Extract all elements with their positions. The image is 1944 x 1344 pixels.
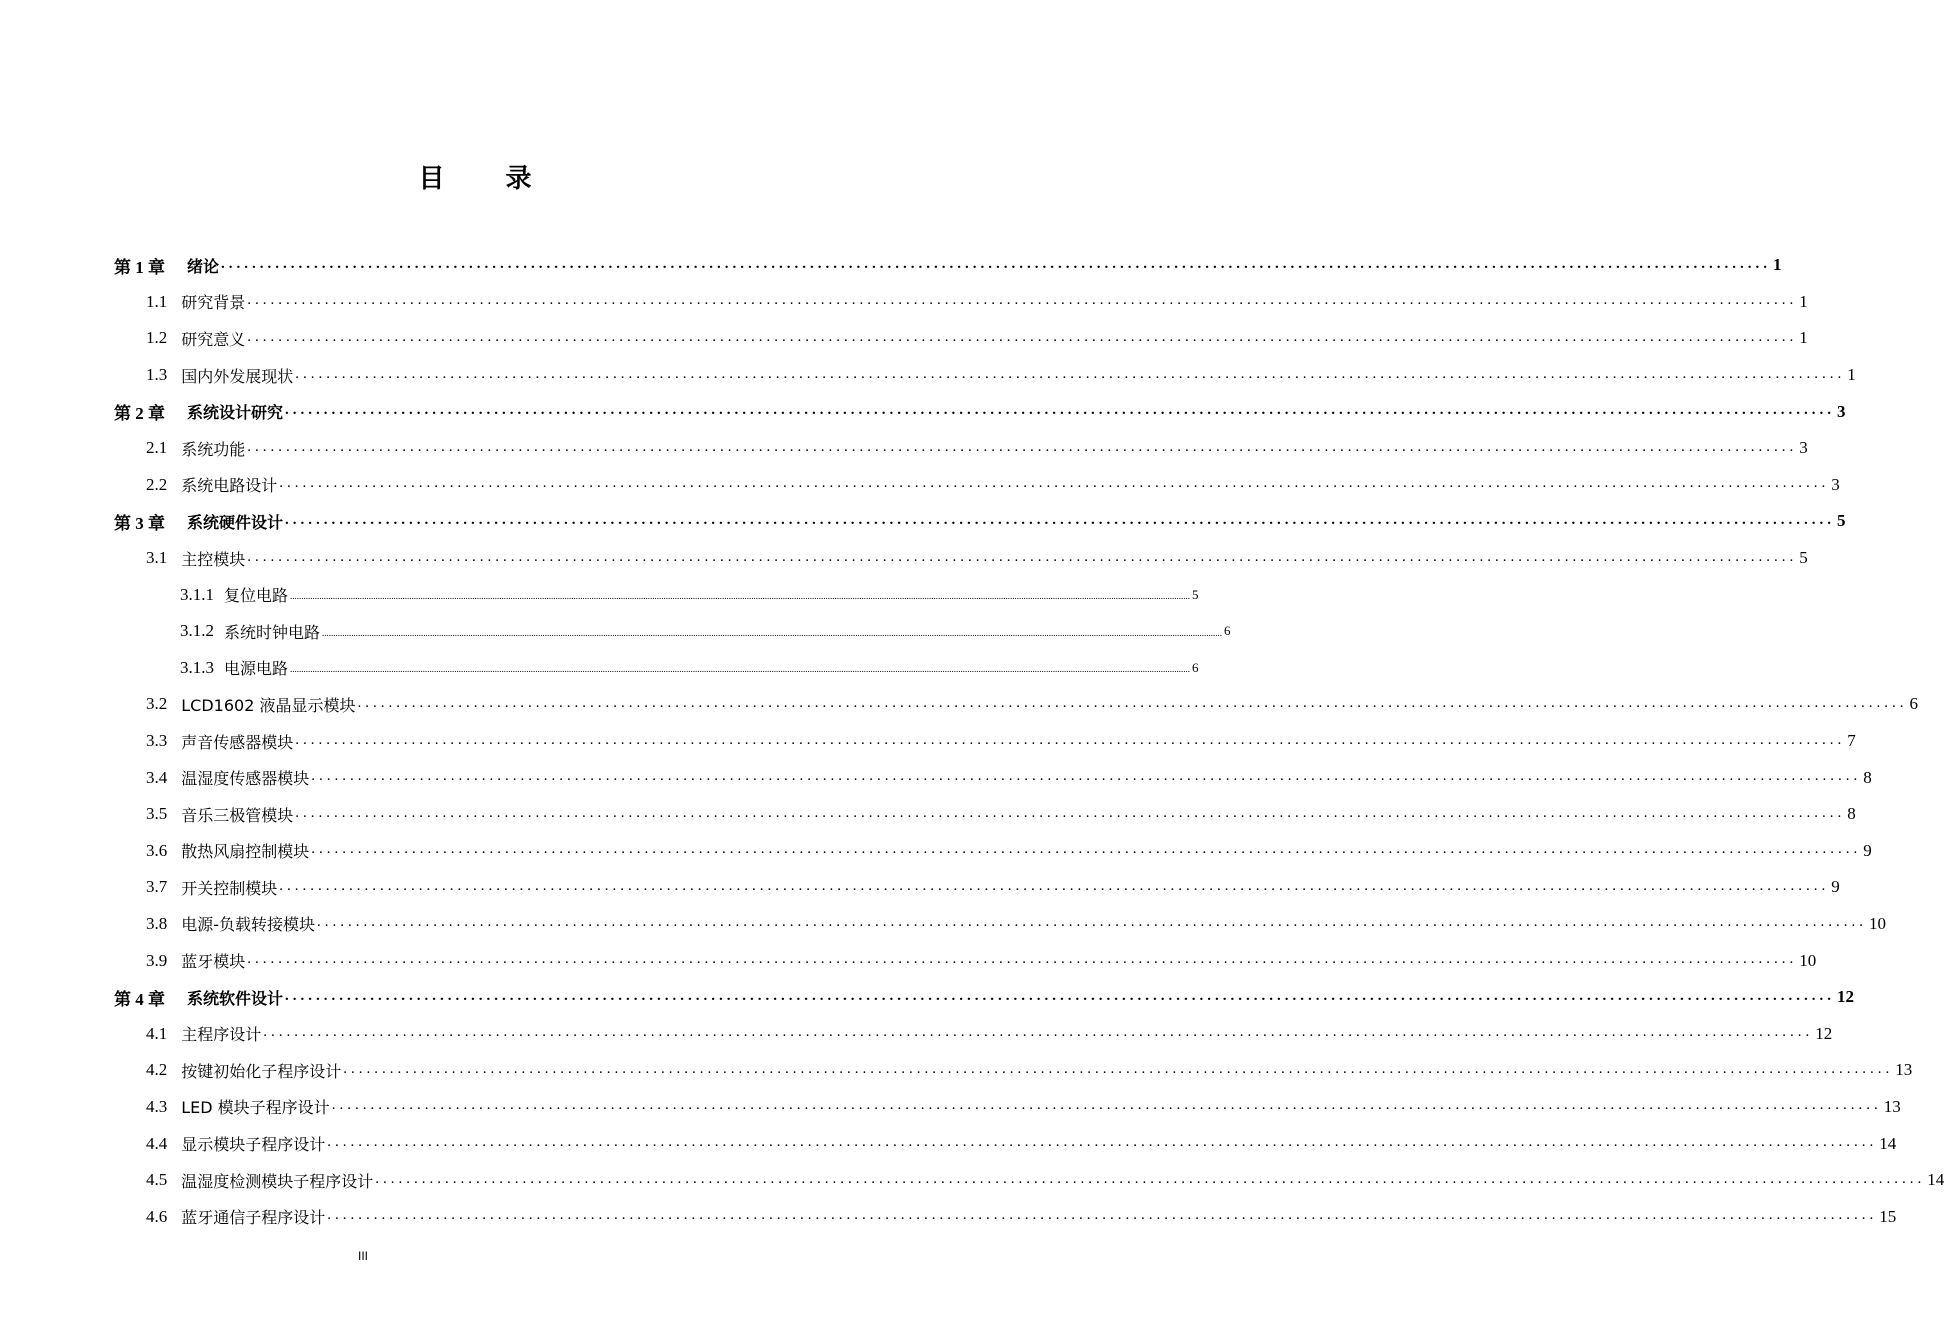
toc-entry[interactable] [0,869,1840,906]
toc-dot-leader: ........................................................................................................................................................................................................ [263,1024,1814,1041]
toc-entry-title: 显示模块子程序设计 [181,1135,326,1155]
toc-entry-page: 14 [1927,1170,1944,1190]
toc-entry-page: 10 [1799,950,1817,970]
toc-entry-number: 1.2 [146,328,168,348]
toc-dot-leader: ........................................................................................................................................................................................................ [311,841,1862,858]
toc-entry-title: 国内外发展现状 [181,366,294,386]
toc-entry-title: 按键初始化子程序设计 [181,1061,342,1081]
toc-entry-number: 第 4 章 [114,989,165,1009]
toc-entry-number: 4.3 [146,1096,168,1116]
toc-dot-leader: ................................................................................................................................................................................................................................................................................................................................................................................................................ [290,591,1191,602]
toc-entry-title: 系统硬件设计 [187,512,284,532]
toc-entry[interactable] [0,357,1856,394]
toc-entry[interactable] [0,833,1872,870]
toc-dot-leader: ........................................................................................................................................................................................................ [247,548,1798,565]
toc-entry-number: 1.3 [146,365,168,385]
toc-entry-number: 3.1 [146,548,168,568]
toc-entry[interactable] [0,1198,1897,1235]
toc-entry-page: 10 [1869,913,1887,933]
toc-dot-leader: ........................................................................................................................................................................................................ [295,731,1846,748]
toc-entry-number: 3.5 [146,804,168,824]
toc-dot-leader: ........................................................................................................................................................................................................ [285,511,1836,528]
toc-entry-number: 第 3 章 [114,513,165,533]
toc-dot-leader: ........................................................................................................................................................................................................ [327,1207,1878,1224]
toc-entry[interactable] [0,467,1840,504]
toc-entry-page: 1 [1799,291,1808,311]
toc-entry[interactable] [0,1125,1897,1162]
toc-entry[interactable] [0,1089,1901,1126]
toc-entry-number: 4.4 [146,1133,168,1153]
toc-dot-leader: ........................................................................................................................................................................................................ [247,328,1798,345]
toc-entry-page: 6 [1909,694,1918,714]
toc-entry-number: 第 1 章 [114,257,165,277]
toc-entry-page: 5 [1192,586,1199,602]
toc-entry-number: 2.2 [146,474,168,494]
toc-title: 目 录 [418,164,558,194]
toc-entry-page: 8 [1847,804,1856,824]
toc-entry[interactable] [0,796,1856,833]
toc-entry-title: 系统时钟电路 [224,622,321,642]
toc-entry[interactable] [0,613,1231,650]
toc-entry-title: 研究意义 [181,329,246,349]
toc-dot-leader: ........................................................................................................................................................................................................ [221,255,1772,272]
toc-entry[interactable] [0,1015,1833,1052]
toc-entry-title: 主程序设计 [181,1025,262,1045]
toc-entry-title: 系统设计研究 [187,403,284,423]
toc-dot-leader: ........................................................................................................................................................................................................ [247,438,1798,455]
toc-entry-page: 5 [1799,548,1808,568]
toc-entry-title: 电源电路 [224,659,289,679]
toc-entry-number: 4.5 [146,1170,168,1190]
toc-entry-title: 声音传感器模块 [181,732,294,752]
toc-entry-page: 3 [1837,401,1846,421]
toc-entry-title: 研究背景 [181,293,246,313]
toc-entry-number: 第 2 章 [114,404,165,424]
toc-dot-leader: ................................................................................................................................................................................................................................................................................................................................................................................................................ [322,627,1223,638]
toc-entry[interactable] [0,759,1872,796]
toc-dot-leader: ........................................................................................................................................................................................................ [331,1097,1882,1114]
toc-dot-leader: ........................................................................................................................................................................................................ [279,475,1830,492]
toc-dot-leader: ........................................................................................................................................................................................................ [247,292,1798,309]
toc-entry-title: 系统软件设计 [187,988,284,1008]
toc-dot-leader: ........................................................................................................................................................................................................ [279,877,1830,894]
toc-entry-page: 5 [1837,511,1846,531]
toc-entry[interactable] [0,906,1887,943]
toc-entry-number: 3.8 [146,913,168,933]
toc-entry[interactable] [0,1162,1944,1199]
toc-entry[interactable] [0,576,1199,613]
toc-entry-number: 3.7 [146,877,168,897]
toc-entry-page: 7 [1847,731,1856,751]
toc-entry[interactable] [0,284,1808,321]
toc-entry-page: 1 [1773,255,1782,275]
toc-entry[interactable] [0,540,1808,577]
toc-entry[interactable] [0,1052,1913,1089]
toc-entry-page: 3 [1799,438,1808,458]
toc-entry-page: 13 [1883,1096,1901,1116]
toc-entry-number: 3.1.1 [180,584,214,604]
toc-entry-title: 音乐三极管模块 [181,805,294,825]
toc-entry-title: 系统电路设计 [181,476,278,496]
toc-dot-leader: ........................................................................................................................................................................................................ [247,951,1798,968]
toc-entry-title: LED 模块子程序设计 [181,1098,330,1118]
toc-entry-page: 6 [1192,659,1199,675]
toc-dot-leader: ........................................................................................................................................................................................................ [295,804,1846,821]
toc-entry[interactable] [0,430,1808,467]
toc-entry-title: 开关控制模块 [181,878,278,898]
toc-entry-number: 3.1.3 [180,657,214,677]
toc-entry[interactable] [0,942,1817,979]
toc-entry-number: 3.1.2 [180,621,214,641]
toc-entry-title: 蓝牙通信子程序设计 [181,1208,326,1228]
toc-entry[interactable] [0,503,1846,540]
toc-entry-page: 15 [1879,1206,1897,1226]
toc-entry-title: LCD1602 液晶显示模块 [181,695,356,715]
toc-entry-number: 3.6 [146,840,168,860]
toc-entry-page: 13 [1895,1060,1913,1080]
toc-entry-title: 温湿度传感器模块 [181,769,310,789]
toc-dot-leader: ........................................................................................................................................................................................................ [285,402,1836,419]
toc-dot-leader: ........................................................................................................................................................................................................ [343,1060,1894,1077]
toc-entry-number: 3.9 [146,950,168,970]
toc-entry[interactable] [0,979,1855,1016]
toc-entry[interactable] [0,393,1846,430]
toc-entry-page: 9 [1831,877,1840,897]
toc-entry-number: 4.6 [146,1206,168,1226]
toc-entry-title: 主控模块 [181,549,246,569]
toc-entry-page: 8 [1863,767,1872,787]
toc-entry-page: 12 [1837,987,1855,1007]
toc-entry-page: 9 [1863,840,1872,860]
toc-dot-leader: ................................................................................................................................................................................................................................................................................................................................................................................................................ [290,664,1191,675]
toc-entry-number: 2.1 [146,438,168,458]
toc-entry-number: 1.1 [146,291,168,311]
toc-entry-page: 1 [1847,365,1856,385]
toc-dot-leader: ........................................................................................................................................................................................................ [357,694,1908,711]
toc-dot-leader: ........................................................................................................................................................................................................ [311,768,1862,785]
toc-entry-page: 14 [1879,1133,1897,1153]
toc-entry[interactable] [0,650,1199,687]
toc-entry-number: 3.4 [146,767,168,787]
toc-entry-page: 6 [1224,623,1231,639]
toc-entry-title: 温湿度检测模块子程序设计 [181,1171,374,1191]
toc-entry-title: 蓝牙模块 [181,952,246,972]
toc-entry-title: 电源-负载转接模块 [181,915,316,935]
table-of-contents [0,247,1944,1235]
toc-entry[interactable] [0,686,1918,723]
toc-entry-page: 12 [1815,1023,1833,1043]
toc-entry-number: 3.2 [146,694,168,714]
toc-entry-title: 绪论 [187,256,220,276]
toc-entry-title: 散热风扇控制模块 [181,842,310,862]
toc-dot-leader: ........................................................................................................................................................................................................ [295,365,1846,382]
toc-dot-leader: ........................................................................................................................................................................................................ [285,987,1836,1004]
toc-dot-leader: ........................................................................................................................................................................................................ [375,1170,1926,1187]
page-footer-number: III [358,1249,369,1263]
toc-entry[interactable] [0,320,1808,357]
toc-entry[interactable] [0,247,1782,284]
toc-entry-page: 1 [1799,328,1808,348]
toc-entry[interactable] [0,723,1856,760]
toc-entry-title: 复位电路 [224,586,289,606]
toc-entry-number: 4.1 [146,1023,168,1043]
toc-dot-leader: ........................................................................................................................................................................................................ [317,914,1868,931]
toc-entry-number: 4.2 [146,1060,168,1080]
toc-entry-number: 3.3 [146,731,168,751]
toc-dot-leader: ........................................................................................................................................................................................................ [327,1134,1878,1151]
toc-entry-title: 系统功能 [181,439,246,459]
toc-entry-page: 3 [1831,474,1840,494]
